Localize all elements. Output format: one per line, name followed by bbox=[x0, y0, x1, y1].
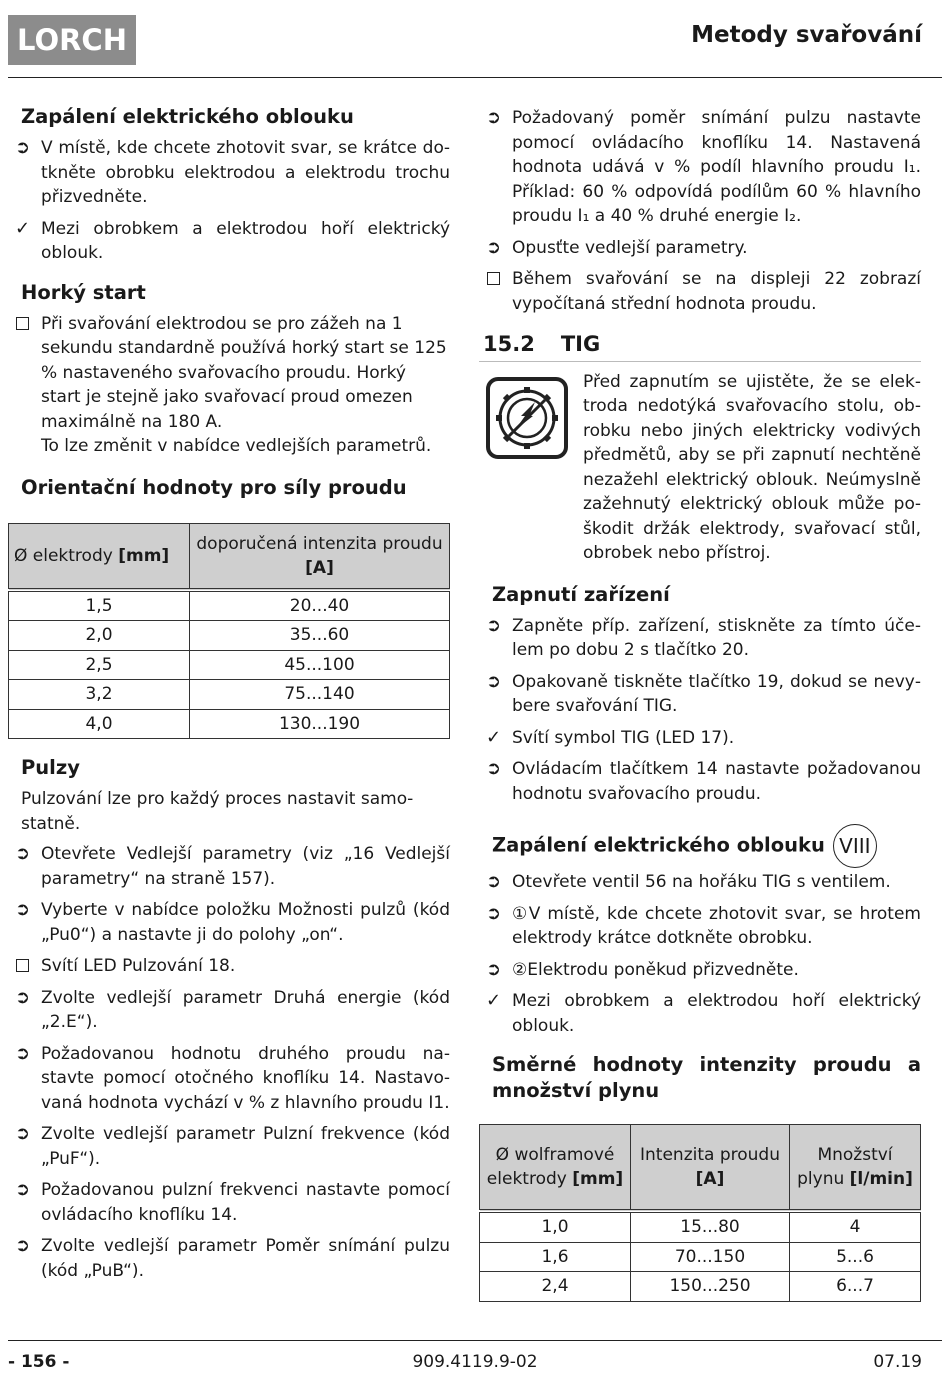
list-item bbox=[479, 989, 921, 1038]
pulse-intro: Pulzování lze pro každý proces nastavit samostatně. bbox=[21, 789, 414, 834]
list-item-text: Zvolte vedlejší parametr Pulzní frekvence (kód „PuF“). bbox=[41, 1124, 450, 1169]
hot-start-note bbox=[8, 312, 450, 459]
arrow-step-icon: ➲ bbox=[486, 758, 502, 779]
table-header-gas: Množství plynu [l/min] bbox=[790, 1125, 921, 1212]
arrow-step-icon: ➲ bbox=[486, 670, 502, 692]
list-item-text: Vyberte v nabídce položku Možnosti pulzů (kód „Pu0“) a nastavte ji do polohy „on“. bbox=[41, 900, 450, 945]
list-item bbox=[479, 757, 921, 806]
list-item-text: Zapněte příp. zařízení, stiskněte za tímto účelem po dobu 2 s tlačítko 20. bbox=[512, 615, 921, 660]
electrode-current-table bbox=[8, 523, 450, 740]
table-cell: 45...100 bbox=[190, 650, 450, 680]
list-item bbox=[479, 958, 921, 983]
arrow-step-icon: ➲ bbox=[486, 107, 502, 128]
list-item bbox=[8, 1178, 450, 1227]
list-item-text: Otevřete Vedlejší parametry (viz „16 Vedlejší parametry“ na straně 157). bbox=[41, 844, 450, 889]
checkmark-icon: ✓ bbox=[15, 217, 31, 239]
arrow-step-icon: ➲ bbox=[15, 843, 31, 864]
heading-guide-values: Směrné hodnoty intenzity proudu a množství plynu bbox=[492, 1053, 921, 1102]
right-column bbox=[479, 106, 921, 1302]
table-cell: 70...150 bbox=[631, 1242, 790, 1272]
heading-power-on: Zapnutí zařízení bbox=[492, 582, 670, 606]
checkmark-icon: ✓ bbox=[486, 726, 502, 748]
table-row bbox=[9, 621, 450, 651]
table-cell: 15...80 bbox=[631, 1211, 790, 1242]
safety-gear-warning-icon bbox=[485, 376, 569, 460]
left-column bbox=[8, 104, 450, 1290]
list-item-text: Zvolte vedlejší parametr Poměr snímání pulzu (kód „PuB“). bbox=[41, 1236, 450, 1281]
table-row bbox=[480, 1242, 921, 1272]
list-item bbox=[479, 614, 921, 663]
table-cell: 1,0 bbox=[480, 1211, 631, 1242]
heading-arc-ignition-tig: Zapálení elektrického oblouku VIII bbox=[492, 824, 921, 868]
table-cell: 2,0 bbox=[9, 621, 190, 651]
list-item bbox=[8, 217, 450, 266]
power-on-list bbox=[479, 614, 921, 807]
list-item bbox=[8, 136, 450, 210]
table-row bbox=[9, 650, 450, 680]
figure-ref-badge: VIII bbox=[833, 824, 877, 868]
table-cell: 1,5 bbox=[9, 590, 190, 621]
list-item-text: Požadovaný poměr snímání pulzu nastavte pomocí ovládacího knoflíku 14. Nastavená hodnota udává v % podíl hlavního proudu I₁. Příklad: 60 % odpovídá podílům 60 % hlavního proudu I₁ a 40 % druhé energie I₂. bbox=[512, 108, 921, 226]
lorch-logo: LORCH bbox=[8, 15, 136, 65]
list-item bbox=[8, 1122, 450, 1171]
list-item-text: Zvolte vedlejší parametr Druhá energie (kód „2.E“). bbox=[41, 987, 450, 1032]
arrow-step-icon: ➲ bbox=[486, 236, 502, 258]
safety-warning-text: Před zapnutím se ujistěte, že se elektroda nedotýká svařovacího stolu, obrobku nebo jiných elektricky vodivých předmětů, aby se při zapnutí nechtěně nezažehl elektrický oblouk. Neúmyslně zažehnutý elektrický oblouk může poškodit držák elektrody, svařovací stůl, obrobek nebo přístroj. bbox=[583, 371, 921, 563]
list-item bbox=[8, 986, 450, 1035]
list-item-text: Opakovaně tiskněte tlačítko 19, dokud se nevybere svařování TIG. bbox=[512, 671, 921, 716]
table-cell: 150...250 bbox=[631, 1272, 790, 1302]
section-title-tig: 15.2 TIG bbox=[479, 330, 921, 362]
checkbox-square-icon bbox=[16, 317, 29, 330]
footer-date: 07.19 bbox=[873, 1352, 922, 1372]
checkbox-square-icon bbox=[16, 959, 29, 972]
safety-warning bbox=[479, 370, 921, 566]
table-header-tungsten: Ø wolframové elektrody [mm] bbox=[480, 1125, 631, 1212]
arrow-step-icon: ➲ bbox=[486, 902, 502, 924]
hot-start-text: Při svařování elektrodou se pro zážeh na 1 sekundu standardně používá horký start se 125 % nastaveného svařovacího proudu. Horký start je stejně jako svařovací proud omezen maximálně na 180 A. bbox=[41, 313, 447, 432]
arrow-step-icon: ➲ bbox=[15, 986, 31, 1008]
table-cell: 6...7 bbox=[790, 1272, 921, 1302]
hot-start-text-2: To lze změnit v nabídce vedlejších parametrů. bbox=[41, 436, 432, 456]
table-header-electrode: Ø elektrody [mm] bbox=[9, 523, 190, 590]
list-item-text: Svítí symbol TIG (LED 17). bbox=[512, 727, 735, 748]
list-item bbox=[8, 1042, 450, 1116]
tungsten-table-body bbox=[480, 1211, 921, 1301]
table-cell: 2,4 bbox=[480, 1272, 631, 1302]
arc-ignition-list bbox=[8, 136, 450, 266]
table-cell: 4 bbox=[790, 1211, 921, 1242]
list-item bbox=[479, 106, 921, 229]
heading-pulses: Pulzy bbox=[21, 756, 80, 779]
electrode-table-body bbox=[9, 590, 450, 739]
list-item-text: Mezi obrobkem a elektrodou hoří elektrický oblouk. bbox=[512, 991, 921, 1036]
table-cell: 3,2 bbox=[9, 680, 190, 710]
table-cell: 5...6 bbox=[790, 1242, 921, 1272]
table-cell: 2,5 bbox=[9, 650, 190, 680]
list-item bbox=[479, 870, 921, 895]
list-item-text: Požadovanou hodnotu druhého proudu nastavte pomocí otočného knoflíku 14. Nastavovaná hodnota vychází v % z hlavního proudu I1. bbox=[41, 1043, 450, 1113]
checkbox-square-icon bbox=[487, 272, 500, 285]
table-row bbox=[480, 1211, 921, 1242]
list-item-text: ②Elektrodu poněkud přizvedněte. bbox=[512, 959, 799, 980]
page-header-title: Metody svařování bbox=[691, 22, 922, 48]
list-item-text: Během svařování se na displeji 22 zobrazí vypočítaná střední hodnota proudu. bbox=[512, 269, 921, 314]
header-divider bbox=[8, 77, 942, 78]
list-item-text: Ovládacím tlačítkem 14 nastavte požadovanou hodnotu svařovacího proudu. bbox=[512, 759, 921, 804]
list-item bbox=[479, 267, 921, 316]
table-row bbox=[9, 709, 450, 739]
list-item-text: V místě, kde chcete zhotovit svar, se krátce dotkněte obrobku elektrodou a elektrodu trochu přizvedněte. bbox=[41, 138, 450, 207]
arrow-step-icon: ➲ bbox=[15, 1235, 31, 1256]
list-item bbox=[8, 954, 450, 979]
tungsten-electrode-table bbox=[479, 1124, 921, 1302]
footer-divider bbox=[8, 1340, 942, 1341]
list-item bbox=[479, 726, 921, 751]
list-item bbox=[8, 1234, 450, 1283]
arrow-step-icon: ➲ bbox=[15, 137, 31, 158]
table-row bbox=[480, 1272, 921, 1302]
table-cell: 4,0 bbox=[9, 709, 190, 739]
footer-doc-number: 909.4119.9-02 bbox=[412, 1352, 538, 1372]
list-item-text: Opusťte vedlejší parametry. bbox=[512, 237, 748, 258]
pulse-steps-list bbox=[8, 842, 450, 1283]
list-item-text: Mezi obrobkem a elektrodou hoří elektrický oblouk. bbox=[41, 218, 450, 263]
table-row bbox=[9, 590, 450, 621]
list-item-text: Svítí LED Pulzování 18. bbox=[41, 956, 236, 976]
list-item bbox=[479, 236, 921, 261]
table-cell: 130...190 bbox=[190, 709, 450, 739]
heading-orientation-values: Orientační hodnoty pro síly proudu bbox=[21, 475, 407, 499]
arrow-step-icon: ➲ bbox=[486, 958, 502, 980]
heading-arc-ignition: Zapálení elektrického oblouku bbox=[21, 105, 354, 128]
table-cell: 35...60 bbox=[190, 621, 450, 651]
checkmark-icon: ✓ bbox=[486, 990, 502, 1011]
pulse-ratio-list bbox=[479, 106, 921, 316]
heading-hot-start: Horký start bbox=[21, 280, 146, 304]
table-cell: 1,6 bbox=[480, 1242, 631, 1272]
list-item bbox=[8, 898, 450, 947]
list-item-text: Požadovanou pulzní frekvenci nastavte pomocí ovládacího knoflíku 14. bbox=[41, 1180, 450, 1225]
arrow-step-icon: ➲ bbox=[486, 614, 502, 636]
table-cell: 20...40 bbox=[190, 590, 450, 621]
arrow-step-icon: ➲ bbox=[15, 1179, 31, 1200]
arc-ignition-tig-list bbox=[479, 870, 921, 1038]
list-item bbox=[479, 902, 921, 951]
table-row bbox=[9, 680, 450, 710]
arrow-step-icon: ➲ bbox=[486, 871, 502, 892]
arrow-step-icon: ➲ bbox=[15, 1042, 31, 1064]
table-header-current: doporučená intenzita proudu [A] bbox=[190, 523, 450, 590]
list-item bbox=[479, 670, 921, 719]
list-item-text: ①V místě, kde chcete zhotovit svar, se hrotem elektrody krátce dotkněte obrobku. bbox=[512, 903, 921, 948]
table-header-current-a: Intenzita proudu [A] bbox=[631, 1125, 790, 1212]
table-cell: 75...140 bbox=[190, 680, 450, 710]
arrow-step-icon: ➲ bbox=[15, 1123, 31, 1144]
arrow-step-icon: ➲ bbox=[15, 899, 31, 920]
list-item-text: Otevřete ventil 56 na hořáku TIG s ventilem. bbox=[512, 872, 891, 892]
list-item bbox=[8, 842, 450, 891]
footer-page-number: - 156 - bbox=[8, 1352, 70, 1372]
